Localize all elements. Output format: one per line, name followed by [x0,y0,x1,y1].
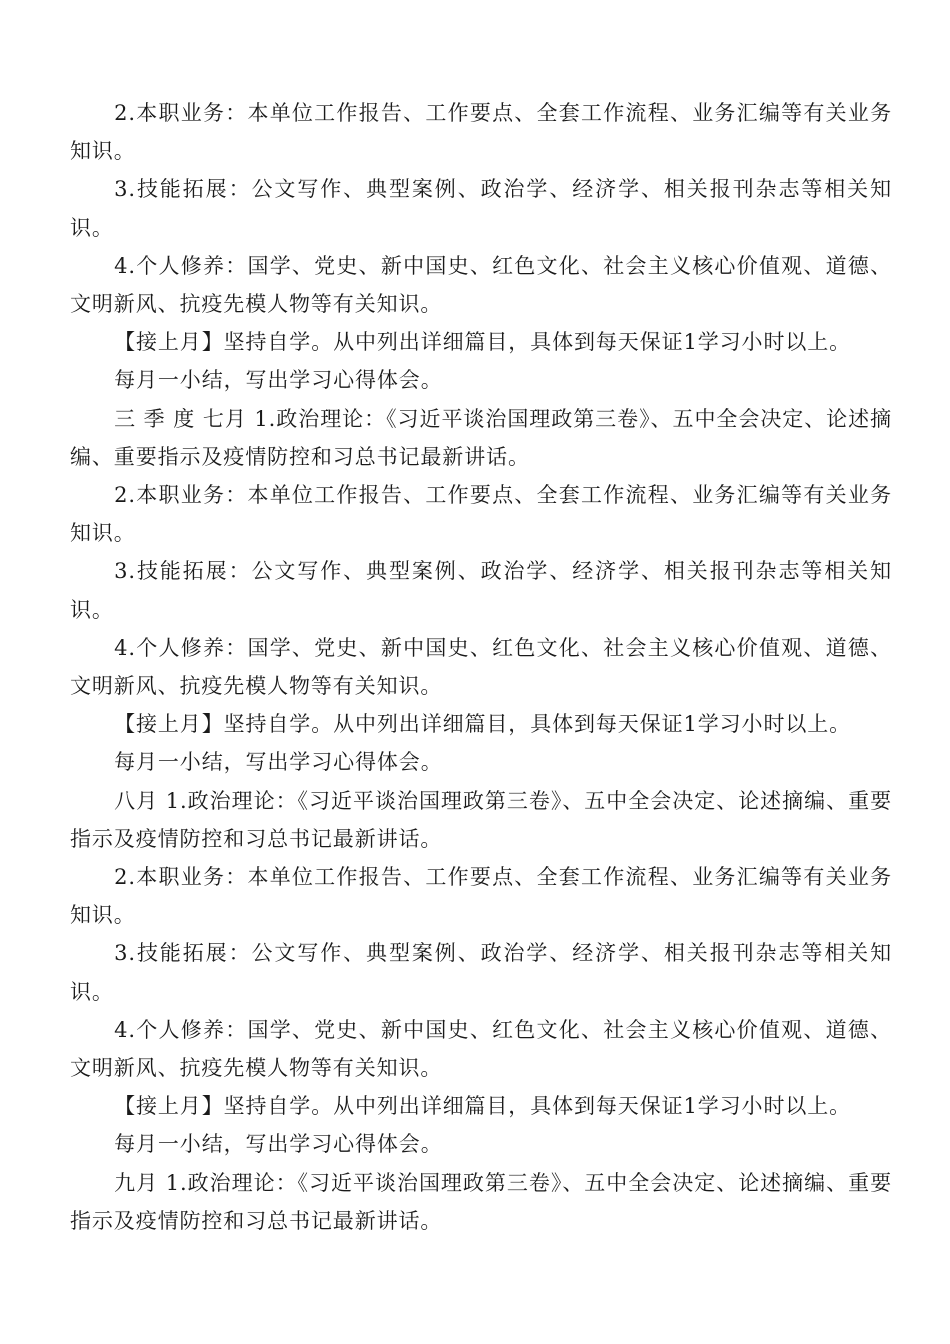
paragraph-august-politics: 八月 1.政治理论：《习近平谈治国理政第三卷》、五中全会决定、论述摘编、重要指示及疫情防控和习总书记最新讲话。 [70,788,892,851]
paragraph-august-skills: 3.技能拓展：公文写作、典型案例、政治学、经济学、相关报刊杂志等相关知识。 [70,941,892,1004]
paragraph-q2-cultivation: 4.个人修养：国学、党史、新中国史、红色文化、社会主义核心价值观、道德、文明新风、抗疫先模人物等有关知识。 [70,253,892,317]
paragraph-august-summary: 每月一小结，写出学习心得体会。 [114,1132,443,1157]
paragraph-july-skills: 3.技能拓展：公文写作、典型案例、政治学、经济学、相关报刊杂志等相关知识。 [70,559,892,622]
paragraph-q2-self-study: 【接上月】坚持自学。从中列出详细篇目，具体到每天保证1学习小时以上。 [114,330,852,355]
paragraph-august-duty: 2.本职业务：本单位工作报告、工作要点、全套工作流程、业务汇编等有关业务知识。 [70,865,892,928]
paragraph-september-politics: 九月 1.政治理论：《习近平谈治国理政第三卷》、五中全会决定、论述摘编、重要指示及疫情防控和习总书记最新讲话。 [70,1170,892,1233]
paragraph-q2-duty: 2.本职业务：本单位工作报告、工作要点、全套工作流程、业务汇编等有关业务知识。 [70,101,892,164]
paragraph-q2-summary: 每月一小结，写出学习心得体会。 [114,368,443,393]
paragraph-july-duty: 2.本职业务：本单位工作报告、工作要点、全套工作流程、业务汇编等有关业务知识。 [70,483,892,546]
paragraph-july-cultivation: 4.个人修养：国学、党史、新中国史、红色文化、社会主义核心价值观、道德、文明新风、抗疫先模人物等有关知识。 [70,635,892,699]
paragraph-july-summary: 每月一小结，写出学习心得体会。 [114,750,443,775]
document-body [70,94,892,1240]
paragraph-august-cultivation: 4.个人修养：国学、党史、新中国史、红色文化、社会主义核心价值观、道德、文明新风、抗疫先模人物等有关知识。 [70,1017,892,1081]
paragraph-august-self-study: 【接上月】坚持自学。从中列出详细篇目，具体到每天保证1学习小时以上。 [114,1094,852,1119]
paragraph-q2-skills: 3.技能拓展：公文写作、典型案例、政治学、经济学、相关报刊杂志等相关知识。 [70,177,892,240]
paragraph-july-politics: 三 季 度 七月 1.政治理论：《习近平谈治国理政第三卷》、五中全会决定、论述摘编、重要指示及疫情防控和习总书记最新讲话。 [70,406,892,469]
paragraph-july-self-study: 【接上月】坚持自学。从中列出详细篇目，具体到每天保证1学习小时以上。 [114,712,852,737]
